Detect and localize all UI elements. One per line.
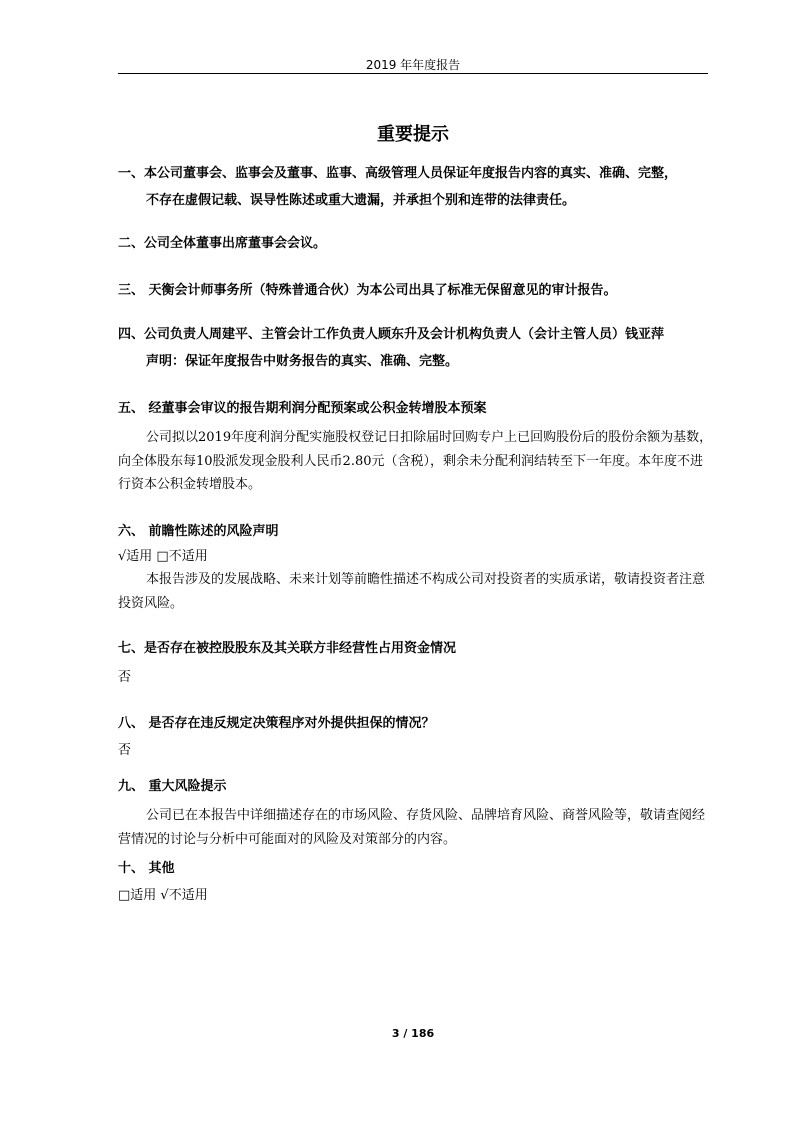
section-10-heading: 十、 其他 [118,861,175,876]
section-7-heading: 七、是否存在被控股股东及其关联方非经营性占用资金情况 [118,641,457,656]
section-8 [118,710,713,762]
page-title: 重要提示 [377,124,449,145]
section-2 [118,230,713,257]
section-5-body: 公司拟以2019年度利润分配实施股权登记日扣除届时回购专户上已回购股份后的股份余额为基数，向全体股东每10股派发现金股利人民币2.80元（含税），剩余未分配利润结转至下一年度。本年度不进行资本公积金转增股本。 [118,430,713,492]
section-9-heading: 九、 重大风险提示 [118,779,227,794]
section-3 [118,277,713,304]
section-8-heading: 八、 是否存在违反规定决策程序对外提供担保的情况？ [118,716,435,731]
section-8-answer: 否 [118,743,132,758]
section-5-heading: 五、 经董事会审议的报告期利润分配预案或公积金转增股本预案 [118,401,487,416]
section-9-body: 公司已在本报告中详细描述存在的市场风险、存货风险、品牌培育风险、商誉风险等，敬请查阅经营情况的讨论与分析中可能面对的风险及对策部分的内容。 [118,808,706,847]
section-3-line1: 三、 天衡会计师事务所（特殊普通合伙）为本公司出具了标准无保留意见的审计报告。 [118,283,617,298]
section-1-line1: 一、本公司董事会、监事会及董事、监事、高级管理人员保证年度报告内容的真实、准确、完整， [118,166,678,181]
section-7 [118,635,713,689]
section-9 [118,773,713,851]
section-4 [118,321,713,376]
section-6-checkbox: √适用 □不适用 [118,549,208,564]
section-7-answer: 否 [118,670,132,685]
section-1-line2: 不存在虚假记载、误导性陈述或重大遗漏，并承担个别和连带的法律责任。 [146,193,576,208]
section-2-line1: 二、公司全体董事出席董事会会议。 [118,236,327,251]
section-4-line2: 声明：保证年度报告中财务报告的真实、准确、完整。 [146,354,459,369]
page-number: 3 / 186 [391,1027,435,1040]
section-6-heading: 六、 前瞻性陈述的风险声明 [118,524,279,539]
section-1 [118,160,713,215]
header-rule [118,73,708,74]
section-10 [118,855,713,907]
section-6-body: 本报告涉及的发展战略、未来计划等前瞻性描述不构成公司对投资者的实质承诺，敬请投资者注意投资风险。 [118,572,706,611]
section-10-checkbox: □适用 √不适用 [118,888,208,903]
running-header: 2019 年年度报告 [365,58,461,72]
section-5 [118,395,713,497]
section-6 [118,518,713,615]
section-4-line1: 四、公司负责人周建平、主管会计工作负责人顾东升及会计机构负责人（会计主管人员）钱亚萍 [118,327,665,342]
